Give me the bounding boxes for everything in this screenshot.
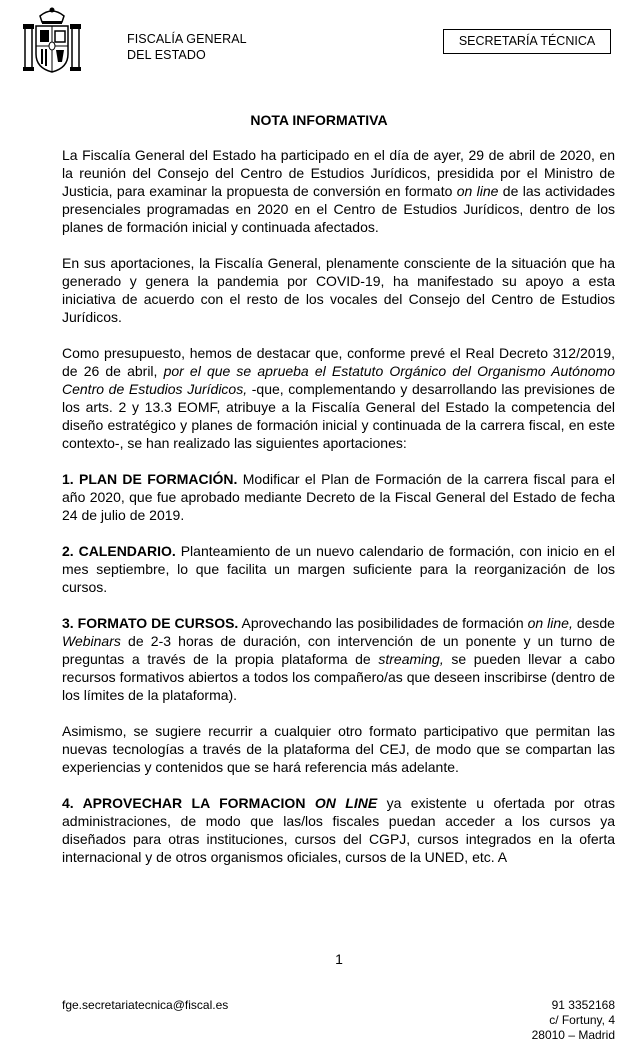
footer-email: fge.secretariatecnica@fiscal.es <box>62 998 229 1012</box>
paragraph-1: La Fiscalía General del Estado ha participado en el día de ayer, 29 de abril de 2020, en la reunión del Consejo del Centro de Estudios Jurídicos, presidida por el Ministro de Justicia, para examinar la propuesta de conversión en formato on line de las actividades presenciales programadas en 2020 en el Centro de Estudios Jurídicos, dentro de los planes de formación inicial y continuada afectados. <box>62 147 615 235</box>
coat-of-arms-of-spain-icon <box>22 6 82 78</box>
footer-street: c/ Fortuny, 4 <box>549 1013 615 1027</box>
organization-name <box>127 31 247 63</box>
footer-address <box>532 998 615 1043</box>
paragraph-2: En sus aportaciones, la Fiscalía General, plenamente consciente de la situación que ha generado y genera la pandemia por COVID-19, ha manifestado su apoyo a esta iniciativa de acuerdo con el resto de los vocales del Consejo del Centro de Estudios Jurídicos. <box>62 255 615 325</box>
paragraph-plan-de-formacion: 1. PLAN DE FORMACIÓN. Modificar el Plan de Formación de la carrera fiscal para el año 2020, que fue aprobado mediante Decreto de la Fiscal General del Estado de fecha 24 de julio de 2019. <box>62 471 615 523</box>
department-box: SECRETARÍA TÉCNICA <box>443 29 611 54</box>
paragraph-formacion-on-line: 4. APROVECHAR LA FORMACION ON LINE ya existente u ofertada por otras administraciones, de modo que las/los fiscales puedan acceder a los cursos ya diseñados para otras instituciones, cursos del CGPJ, cursos integrados en la oferta internacional y de otros organismos oficiales, cursos de la UNED, etc. A <box>62 795 616 865</box>
paragraph-calendario: 2. CALENDARIO. Planteamiento de un nuevo calendario de formación, con inicio en el mes septiembre, lo que facilita un margen suficiente para la reorganización de los cursos. <box>62 543 615 595</box>
document-body <box>62 146 615 884</box>
footer-city: 28010 – Madrid <box>531 1028 615 1042</box>
page-number: 1 <box>335 951 343 967</box>
paragraph-formato-de-cursos: 3. FORMATO DE CURSOS. Aprovechando las posibilidades de formación on line, desde Webinars de 2-3 horas de duración, con intervención de un ponente y un turno de preguntas a través de la propia plataforma de streaming, se pueden llevar a cabo recursos formativos abiertos a todos los compañero/as que deseen inscribirse (dentro de los límites de la plataforma). <box>62 615 615 703</box>
paragraph-3: Como presupuesto, hemos de destacar que, conforme prevé el Real Decreto 312/2019, de 26 de abril, por el que se aprueba el Estatuto Orgánico del Organismo Autónomo Centro de Estudios Jurídicos, -que, complementando y desarrollando las previsiones de los arts. 2 y 13.3 EOMF, atribuye a la Fiscalía General del Estado la competencia del diseño estratégico y planes de formación inicial y continuada de la carrera fiscal, en este contexto-, se han realizado las siguientes aportaciones: <box>62 345 615 451</box>
document-title: NOTA INFORMATIVA <box>250 112 388 128</box>
paragraph-asimismo: Asimismo, se sugiere recurrir a cualquier otro formato participativo que permitan las nuevas tecnologías a través de la plataforma del CEJ, de modo que se compartan las experiencias y contenidos que se hará referencia más adelante. <box>62 723 615 775</box>
org-name-line-2: DEL ESTADO <box>127 48 206 62</box>
org-name-line-1: FISCALÍA GENERAL <box>127 32 247 46</box>
footer-phone: 91 3352168 <box>551 998 615 1012</box>
